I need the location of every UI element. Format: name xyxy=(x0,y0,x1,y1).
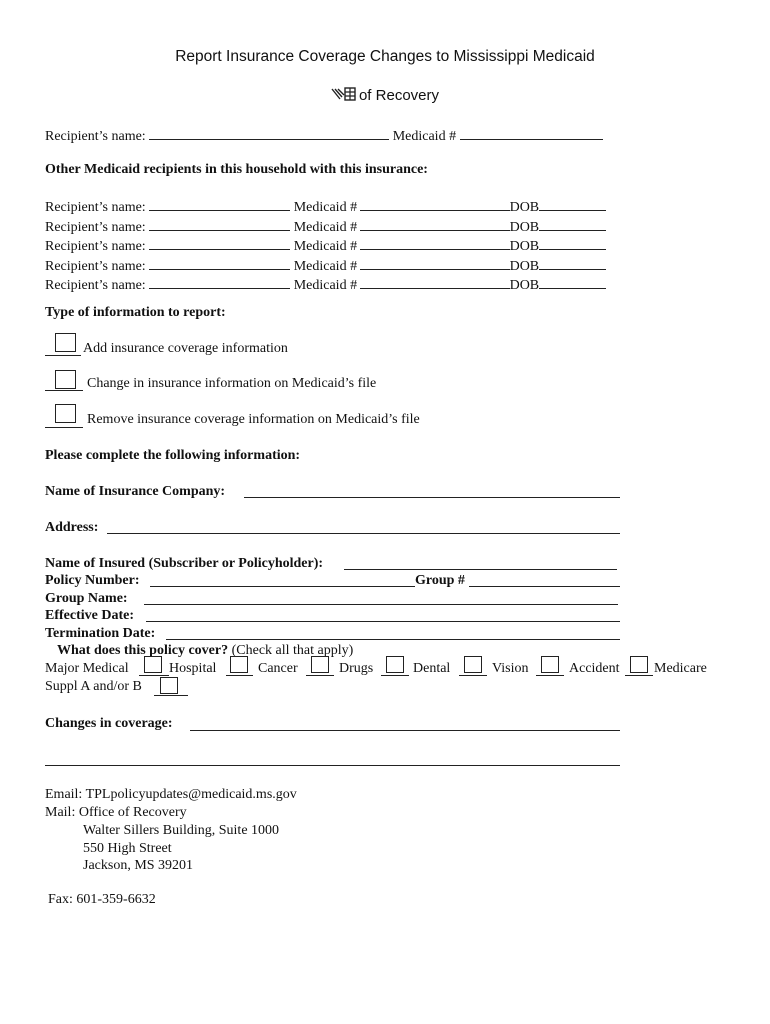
option-underline xyxy=(381,675,409,676)
option-underline xyxy=(45,355,81,356)
recipient-name-label: Recipient’s name: xyxy=(45,129,146,144)
row-name-field[interactable] xyxy=(149,197,290,211)
policy-number-label: Policy Number: xyxy=(45,573,140,588)
contact-address-line: Walter Sillers Building, Suite 1000 xyxy=(83,823,280,838)
row-medicaid-field[interactable] xyxy=(360,275,510,289)
row-medicaid-label: Medicaid # xyxy=(293,258,358,274)
report-type-heading: Type of information to report: xyxy=(45,305,226,320)
row-name-label: Recipient’s name: xyxy=(45,239,146,255)
row-medicaid-field[interactable] xyxy=(360,197,510,211)
row-name-field[interactable] xyxy=(149,256,290,270)
row-dob-label: DOB xyxy=(509,258,540,274)
row-medicaid-field[interactable] xyxy=(360,217,510,231)
complete-heading: Please complete the following information: xyxy=(45,448,301,463)
form-title: Report Insurance Coverage Changes to Mississippi Medicaid xyxy=(175,48,595,65)
hospital-checkbox[interactable] xyxy=(230,656,248,673)
coverage-vision-label: Vision xyxy=(492,661,529,676)
option-underline xyxy=(45,390,83,391)
option-underline xyxy=(139,675,169,676)
contact-fax: Fax: 601-359-6632 xyxy=(48,892,156,907)
option-underline xyxy=(625,675,653,676)
drugs-checkbox[interactable] xyxy=(386,656,404,673)
insured-name-field[interactable] xyxy=(344,569,617,570)
group-number-label: Group # xyxy=(415,573,465,588)
row-dob-field[interactable] xyxy=(539,256,606,270)
household-heading: Other Medicaid recipients in this household with this insurance: xyxy=(45,162,428,177)
row-medicaid-field[interactable] xyxy=(360,236,510,250)
insured-name-label: Name of Insured (Subscriber or Policyholder): xyxy=(45,556,324,571)
recipient-medicaid-field[interactable] xyxy=(460,126,603,140)
option-underline xyxy=(536,675,564,676)
row-dob-field[interactable] xyxy=(539,197,606,211)
row-dob-label: DOB xyxy=(509,219,540,235)
vision-checkbox[interactable] xyxy=(541,656,559,673)
row-medicaid-label: Medicaid # xyxy=(293,278,358,294)
recipient-medicaid-label: Medicaid # xyxy=(392,129,457,144)
changes-field[interactable] xyxy=(190,730,620,731)
household-row xyxy=(45,197,606,217)
changes-label: Changes in coverage: xyxy=(45,716,173,731)
add-coverage-label: Add insurance coverage information xyxy=(83,341,288,356)
dental-checkbox[interactable] xyxy=(464,656,482,673)
insurance-company-label: Name of Insurance Company: xyxy=(45,484,226,499)
coverage-question-bold: What does this policy cover? xyxy=(57,643,229,658)
row-name-field[interactable] xyxy=(149,217,290,231)
coverage-medicare-label: Medicare xyxy=(654,661,707,676)
coverage-drugs-label: Drugs xyxy=(339,661,374,676)
effective-date-field[interactable] xyxy=(146,621,620,622)
termination-date-field[interactable] xyxy=(166,639,620,640)
group-name-label: Group Name: xyxy=(45,591,128,606)
contact-address-line: 550 High Street xyxy=(83,841,172,856)
row-name-field[interactable] xyxy=(149,275,290,289)
row-name-label: Recipient’s name: xyxy=(45,258,146,274)
contact-mail-label: Mail: Office of Recovery xyxy=(45,805,187,820)
suppl-label: Suppl A and/or B xyxy=(45,679,142,694)
row-dob-label: DOB xyxy=(509,239,540,255)
cancer-checkbox[interactable] xyxy=(311,656,329,673)
insurance-company-field[interactable] xyxy=(244,497,620,498)
option-underline xyxy=(154,695,188,696)
coverage-dental-label: Dental xyxy=(413,661,451,676)
remove-coverage-checkbox[interactable] xyxy=(55,404,76,423)
row-name-label: Recipient’s name: xyxy=(45,278,146,294)
recipient-name-field[interactable] xyxy=(149,126,389,140)
household-rows xyxy=(45,197,606,295)
row-medicaid-label: Medicaid # xyxy=(293,239,358,255)
contact-address-line: Jackson, MS 39201 xyxy=(83,858,194,873)
coverage-question xyxy=(57,643,353,659)
address-field[interactable] xyxy=(107,533,620,534)
row-dob-field[interactable] xyxy=(539,217,606,231)
row-dob-field[interactable] xyxy=(539,236,606,250)
accident-checkbox[interactable] xyxy=(630,656,648,673)
option-underline xyxy=(459,675,487,676)
coverage-hospital-label: Hospital xyxy=(169,661,217,676)
suppl-checkbox[interactable] xyxy=(160,677,178,694)
group-name-field[interactable] xyxy=(144,604,618,605)
contact-email: Email: TPLpolicyupdates@medicaid.ms.gov xyxy=(45,787,297,802)
termination-date-label: Termination Date: xyxy=(45,626,156,641)
option-underline xyxy=(226,675,253,676)
option-underline xyxy=(306,675,334,676)
row-medicaid-label: Medicaid # xyxy=(293,200,358,215)
coverage-major-medical-label: Major Medical xyxy=(45,661,129,676)
major-medical-checkbox[interactable] xyxy=(144,656,162,673)
policy-number-field[interactable] xyxy=(150,586,415,587)
option-underline xyxy=(45,427,83,428)
household-row xyxy=(45,275,606,295)
row-medicaid-field[interactable] xyxy=(360,256,510,270)
row-name-label: Recipient’s name: xyxy=(45,219,146,235)
address-label: Address: xyxy=(45,520,99,535)
remove-coverage-label: Remove insurance coverage information on Medicaid’s file xyxy=(87,412,420,427)
household-row xyxy=(45,217,606,237)
office-logo-icon xyxy=(331,86,359,102)
row-name-label: Recipient’s name: xyxy=(45,200,146,215)
change-coverage-label: Change in insurance information on Medicaid’s file xyxy=(87,376,377,391)
form-subtitle xyxy=(0,86,770,104)
row-dob-label: DOB xyxy=(509,200,540,215)
household-row xyxy=(45,256,606,276)
recipient-row xyxy=(45,126,603,145)
row-dob-label: DOB xyxy=(509,278,540,294)
household-row xyxy=(45,236,606,256)
change-coverage-checkbox[interactable] xyxy=(55,370,76,389)
row-dob-field[interactable] xyxy=(539,275,606,289)
add-coverage-checkbox[interactable] xyxy=(55,333,76,352)
effective-date-label: Effective Date: xyxy=(45,608,135,623)
coverage-cancer-label: Cancer xyxy=(258,661,298,676)
row-medicaid-label: Medicaid # xyxy=(293,219,358,235)
group-number-field[interactable] xyxy=(469,586,620,587)
coverage-question-note: (Check all that apply) xyxy=(231,643,354,658)
coverage-accident-label: Accident xyxy=(569,661,620,676)
subtitle-text: of Recovery xyxy=(358,87,440,104)
row-name-field[interactable] xyxy=(149,236,290,250)
changes-field-line-2[interactable] xyxy=(45,765,620,766)
